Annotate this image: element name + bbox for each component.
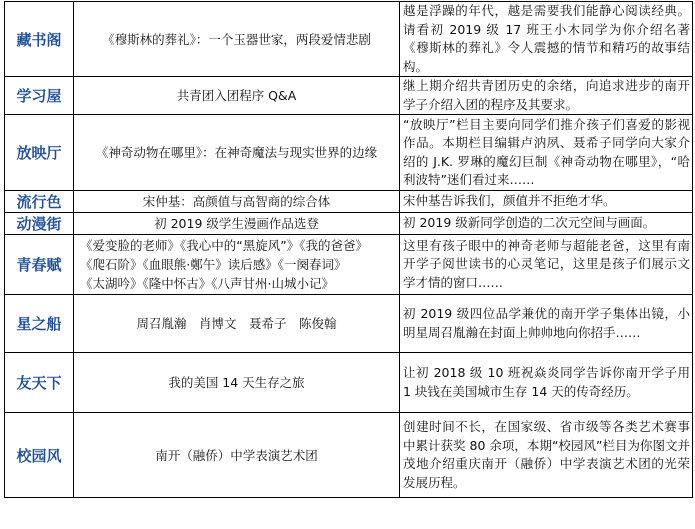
article-description: 让初 2018 级 10 班祝焱炎同学告诉你南开学子用 1 块钱在美国城市生存 14 天的传奇经历。 xyxy=(400,353,693,413)
article-title: 我的美国 14 天生存之旅 xyxy=(74,353,400,413)
article-title-line: 《爱变脸的老师》《我心中的“黑旋风”》《我的爸爸》 xyxy=(80,238,368,253)
table-row xyxy=(5,235,693,295)
table-row xyxy=(5,2,693,77)
table-row xyxy=(5,191,693,213)
article-title: 《穆斯林的葬礼》：一个玉器世家，两段爱情悲剧 xyxy=(74,2,400,77)
article-title: 《神奇动物在哪里》：在神奇魔法与现实世界的边缘 xyxy=(74,115,400,191)
category-name: 校园风 xyxy=(5,413,74,498)
article-description: 初 2019 级四位品学兼优的南开学子集体出镜，小明星周召胤瀚在封面上帅帅地向你招手…… xyxy=(400,295,693,353)
article-title: 共青团入团程序 Q&A xyxy=(74,77,400,115)
table-row xyxy=(5,413,693,498)
category-name: 流行色 xyxy=(5,191,74,213)
table-row xyxy=(5,213,693,235)
article-title-line: 《爬石阶》《血眼熊·鄭午》读后感》《一阕春词》 xyxy=(80,257,347,272)
article-title: 宋仲基：高颜值与高智商的综合体 xyxy=(74,191,400,213)
article-title: 初 2019 级学生漫画作品选登 xyxy=(74,213,400,235)
category-name: 学习屋 xyxy=(5,77,74,115)
article-title: 南开（融侨）中学表演艺术团 xyxy=(74,413,400,498)
table-row xyxy=(5,353,693,413)
category-name: 动漫街 xyxy=(5,213,74,235)
table-row xyxy=(5,115,693,191)
article-title-lines xyxy=(74,236,368,293)
catalog-table xyxy=(4,1,693,498)
article-title xyxy=(74,235,400,295)
article-title: 周召胤瀚 肖博文 聂希子 陈俊翰 xyxy=(74,295,400,353)
category-name: 藏书阁 xyxy=(5,2,74,77)
category-name: 放映厅 xyxy=(5,115,74,191)
article-description: 这里有孩子眼中的神奇老师与超能老爸，这里有南开学子阅世读书的心灵笔记，这里是孩子们展示文学才情的窗口…… xyxy=(400,235,693,295)
article-description: 继上期介绍共青团历史的余绪，向追求进步的南开学子介绍入团的程序及其要求。 xyxy=(400,77,693,115)
category-name: 友天下 xyxy=(5,353,74,413)
category-name: 青春赋 xyxy=(5,235,74,295)
table-row xyxy=(5,295,693,353)
category-name: 星之船 xyxy=(5,295,74,353)
article-description: 越是浮躁的年代，越是需要我们能静心阅读经典。请看初 2019 级 17 班王小木同学为你介绍名著《穆斯林的葬礼》令人震撼的情节和精巧的故事结构。 xyxy=(400,2,693,77)
article-description: “放映厅”栏目主要向同学们推介孩子们喜爱的影视作品。本期栏目编辑卢汭夙、聂希子同学向大家介绍的 J.K. 罗琳的魔幻巨制《神奇动物在哪里》，“哈利波特”迷们看过来…… xyxy=(400,115,693,191)
article-description: 初 2019 级新同学创造的二次元空间与画面。 xyxy=(400,213,693,235)
article-title-line: 《太湖吟》《隆中怀古》《八声甘州·山城小记》 xyxy=(80,276,334,291)
table-row xyxy=(5,77,693,115)
article-description: 创建时间不长，在国家级、省市级等各类艺术赛事中累计获奖 80 余项，本期“校园风”栏目为你图文并茂地介绍重庆南开（融侨）中学表演艺术团的光荣发展历程。 xyxy=(400,413,693,498)
article-description: 宋仲基告诉我们，颜值并不拒绝才华。 xyxy=(400,191,693,213)
